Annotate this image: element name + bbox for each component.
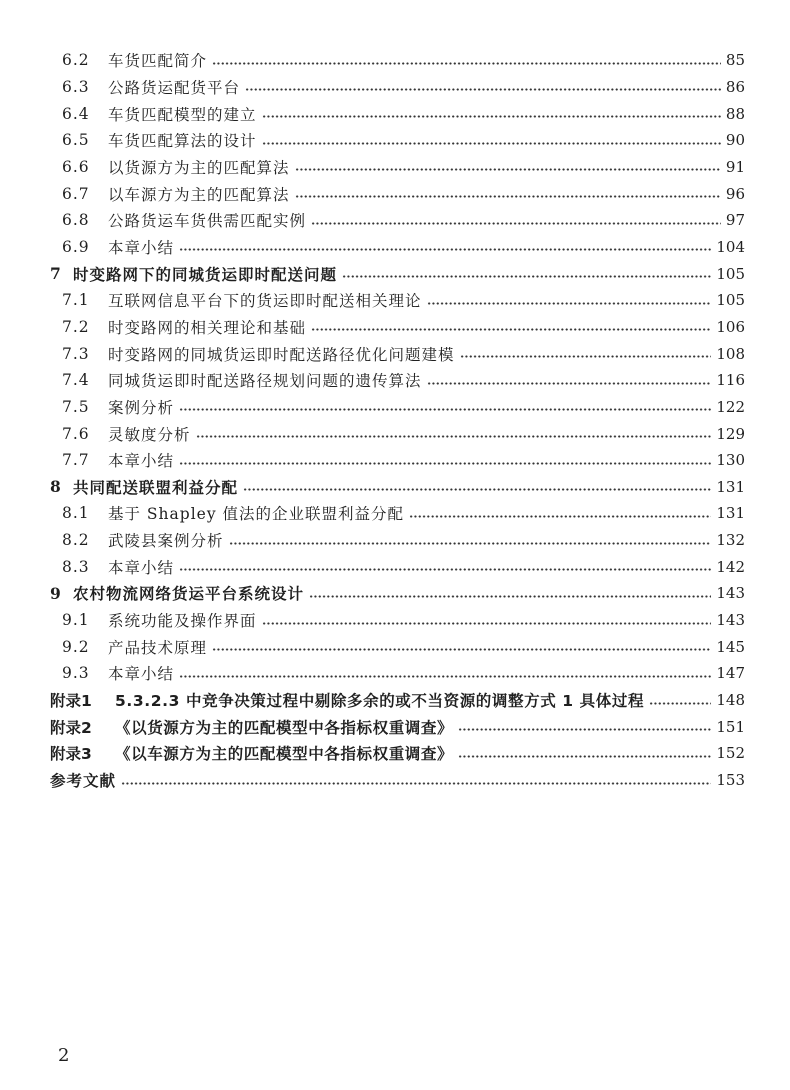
toc-section-entry bbox=[50, 553, 745, 580]
toc-section-entry bbox=[50, 607, 745, 634]
toc-entry-number: 6.8 bbox=[62, 211, 90, 230]
toc-entry-number: 9.3 bbox=[62, 664, 90, 683]
toc-chapter-entry bbox=[50, 474, 745, 501]
toc-entry-page: 143 bbox=[716, 584, 745, 603]
toc-entry-number: 7.3 bbox=[62, 344, 90, 363]
toc-section-entry bbox=[50, 47, 745, 74]
table-of-contents bbox=[50, 47, 745, 793]
toc-entry-number: 8.1 bbox=[62, 504, 90, 523]
toc-entry-number: 9 bbox=[50, 583, 61, 603]
dot-leader bbox=[295, 168, 721, 171]
dot-leader bbox=[179, 675, 711, 678]
toc-chapter-entry bbox=[50, 260, 745, 287]
toc-entry-title: 农村物流网络货运平台系统设计 bbox=[73, 585, 305, 604]
toc-entry-title: 以车源方为主的匹配算法 bbox=[108, 185, 290, 204]
toc-entry-title: 参考文献 bbox=[50, 772, 117, 791]
toc-entry-title: 车货匹配模型的建立 bbox=[108, 105, 257, 124]
toc-entry-page: 143 bbox=[716, 611, 745, 630]
dot-leader bbox=[409, 515, 711, 518]
page-folio-number: 2 bbox=[58, 1045, 70, 1066]
toc-entry-page: 105 bbox=[716, 291, 745, 310]
toc-entry-page: 122 bbox=[716, 397, 745, 416]
toc-entry-page: 142 bbox=[716, 557, 745, 576]
dot-leader bbox=[262, 115, 721, 118]
toc-entry-page: 132 bbox=[716, 531, 745, 550]
toc-entry-page: 130 bbox=[716, 451, 745, 470]
toc-entry-title: 共同配送联盟利益分配 bbox=[73, 478, 239, 497]
dot-leader bbox=[311, 222, 721, 225]
toc-entry-title: 同城货运即时配送路径规划问题的遗传算法 bbox=[108, 372, 422, 391]
toc-entry-title: 公路货运配货平台 bbox=[108, 78, 241, 97]
toc-entry-page: 88 bbox=[725, 104, 745, 123]
toc-entry-title: 基于 Shapley 值法的企业联盟利益分配 bbox=[108, 505, 405, 524]
toc-entry-number: 7.7 bbox=[62, 451, 90, 470]
toc-entry-title: 时变路网的同城货运即时配送路径优化问题建模 bbox=[108, 345, 455, 364]
toc-entry-page: 104 bbox=[716, 237, 745, 256]
dot-leader bbox=[342, 275, 711, 278]
toc-entry-page: 153 bbox=[716, 771, 745, 790]
toc-entry-number: 7.6 bbox=[62, 424, 90, 443]
toc-entry-page: 90 bbox=[725, 131, 745, 150]
toc-appendix-entry bbox=[50, 687, 745, 714]
toc-entry-page: 152 bbox=[716, 744, 745, 763]
toc-section-entry bbox=[50, 207, 745, 234]
dot-leader bbox=[427, 382, 712, 385]
dot-leader bbox=[179, 462, 711, 465]
toc-references-entry bbox=[50, 767, 745, 794]
toc-entry-title: 本章小结 bbox=[108, 665, 175, 684]
toc-entry-title: 公路货运车货供需匹配实例 bbox=[108, 212, 307, 231]
toc-chapter-entry bbox=[50, 580, 745, 607]
toc-section-entry bbox=[50, 633, 745, 660]
toc-entry-number: 6.2 bbox=[62, 51, 90, 70]
dot-leader bbox=[295, 195, 721, 198]
dot-leader bbox=[460, 355, 712, 358]
toc-entry-number: 6.4 bbox=[62, 104, 90, 123]
toc-section-entry bbox=[50, 340, 745, 367]
toc-appendix-entry bbox=[50, 740, 745, 767]
toc-section-entry bbox=[50, 180, 745, 207]
toc-entry-title: 案例分析 bbox=[108, 398, 175, 417]
toc-entry-page: 148 bbox=[716, 691, 745, 710]
toc-entry-page: 85 bbox=[725, 51, 745, 70]
toc-entry-page: 145 bbox=[716, 637, 745, 656]
toc-entry-page: 131 bbox=[716, 477, 745, 496]
toc-entry-page: 91 bbox=[725, 157, 745, 176]
dot-leader bbox=[262, 142, 721, 145]
toc-section-entry bbox=[50, 287, 745, 314]
toc-entry-title: 《以货源方为主的匹配模型中各指标权重调查》 bbox=[115, 718, 454, 737]
toc-entry-number: 附录1 bbox=[50, 692, 92, 711]
toc-section-entry bbox=[50, 74, 745, 101]
toc-entry-number: 8 bbox=[50, 477, 61, 497]
toc-section-entry bbox=[50, 314, 745, 341]
toc-appendix-entry bbox=[50, 713, 745, 740]
dot-leader bbox=[262, 622, 712, 625]
toc-section-entry bbox=[50, 100, 745, 127]
toc-section-entry bbox=[50, 660, 745, 687]
toc-entry-page: 151 bbox=[716, 717, 745, 736]
toc-entry-page: 129 bbox=[716, 424, 745, 443]
toc-section-entry bbox=[50, 127, 745, 154]
toc-entry-title: 以货源方为主的匹配算法 bbox=[108, 158, 290, 177]
dot-leader bbox=[121, 782, 711, 785]
dot-leader bbox=[649, 702, 711, 705]
toc-section-entry bbox=[50, 420, 745, 447]
dot-leader bbox=[179, 408, 711, 411]
toc-entry-number: 附录2 bbox=[50, 718, 92, 737]
toc-entry-title: 时变路网的相关理论和基础 bbox=[108, 318, 307, 337]
toc-section-entry bbox=[50, 527, 745, 554]
toc-entry-page: 106 bbox=[716, 317, 745, 336]
toc-entry-title: 车货匹配简介 bbox=[108, 52, 208, 71]
toc-entry-number: 8.3 bbox=[62, 557, 90, 576]
dot-leader bbox=[427, 302, 712, 305]
dot-leader bbox=[311, 328, 711, 331]
toc-entry-number: 7.4 bbox=[62, 371, 90, 390]
toc-entry-number: 7 bbox=[50, 264, 61, 284]
toc-entry-number: 6.3 bbox=[62, 77, 90, 96]
toc-entry-number: 8.2 bbox=[62, 531, 90, 550]
toc-entry-number: 6.5 bbox=[62, 131, 90, 150]
toc-section-entry bbox=[50, 394, 745, 421]
toc-entry-title: 本章小结 bbox=[108, 452, 175, 471]
toc-entry-number: 7.5 bbox=[62, 397, 90, 416]
dot-leader bbox=[196, 435, 712, 438]
dot-leader bbox=[309, 595, 711, 598]
dot-leader bbox=[458, 755, 711, 758]
toc-entry-number: 9.1 bbox=[62, 611, 90, 630]
dot-leader bbox=[212, 648, 711, 651]
toc-entry-number: 附录3 bbox=[50, 745, 92, 764]
toc-entry-title: 《以车源方为主的匹配模型中各指标权重调查》 bbox=[115, 745, 454, 764]
dot-leader bbox=[243, 488, 711, 491]
toc-section-entry bbox=[50, 500, 745, 527]
toc-entry-page: 86 bbox=[725, 77, 745, 96]
toc-section-entry bbox=[50, 367, 745, 394]
dot-leader bbox=[458, 728, 711, 731]
dot-leader bbox=[245, 88, 721, 91]
toc-entry-title: 本章小结 bbox=[108, 558, 175, 577]
toc-entry-title: 本章小结 bbox=[108, 238, 175, 257]
toc-entry-number: 6.6 bbox=[62, 157, 90, 176]
toc-entry-number: 7.2 bbox=[62, 317, 90, 336]
toc-entry-page: 147 bbox=[716, 664, 745, 683]
toc-section-entry bbox=[50, 154, 745, 181]
dot-leader bbox=[229, 542, 712, 545]
toc-section-entry bbox=[50, 447, 745, 474]
toc-entry-title: 时变路网下的同城货运即时配送问题 bbox=[73, 265, 338, 284]
toc-entry-title: 5.3.2.3 中竞争决策过程中剔除多余的或不当资源的调整方式 1 具体过程 bbox=[115, 692, 645, 711]
toc-entry-number: 6.7 bbox=[62, 184, 90, 203]
toc-section-entry bbox=[50, 234, 745, 261]
toc-entry-number: 9.2 bbox=[62, 637, 90, 656]
toc-entry-title: 车货匹配算法的设计 bbox=[108, 132, 257, 151]
dot-leader bbox=[179, 568, 711, 571]
toc-entry-number: 7.1 bbox=[62, 291, 90, 310]
toc-entry-page: 96 bbox=[725, 184, 745, 203]
toc-entry-page: 105 bbox=[716, 264, 745, 283]
toc-entry-title: 互联网信息平台下的货运即时配送相关理论 bbox=[108, 292, 422, 311]
toc-entry-page: 116 bbox=[716, 371, 745, 390]
toc-entry-title: 系统功能及操作界面 bbox=[108, 612, 257, 631]
toc-entry-page: 97 bbox=[725, 211, 745, 230]
toc-entry-title: 产品技术原理 bbox=[108, 638, 208, 657]
toc-entry-title: 灵敏度分析 bbox=[108, 425, 191, 444]
toc-entry-page: 131 bbox=[716, 504, 745, 523]
toc-entry-number: 6.9 bbox=[62, 237, 90, 256]
toc-entry-title: 武陵县案例分析 bbox=[108, 532, 224, 551]
dot-leader bbox=[179, 248, 711, 251]
dot-leader bbox=[212, 62, 721, 65]
toc-entry-page: 108 bbox=[716, 344, 745, 363]
